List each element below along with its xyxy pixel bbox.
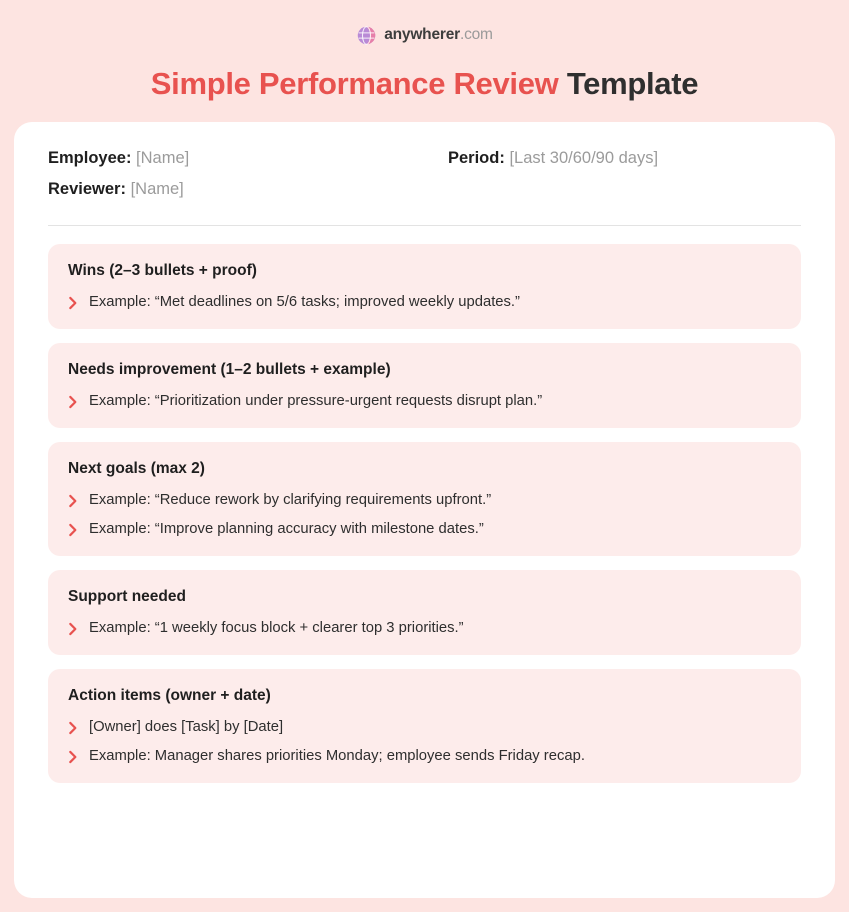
employee-value[interactable]: [Name] xyxy=(136,149,190,167)
section-card xyxy=(48,343,801,428)
reviewer-label: Reviewer xyxy=(48,180,121,199)
brand-tld-text: .com xyxy=(459,26,493,43)
brand-name xyxy=(384,26,493,44)
chevron-right-icon xyxy=(68,622,79,636)
section-title: Needs improvement (1–2 bullets + example) xyxy=(68,360,391,378)
bullet-text: [Owner] does [Task] by [Date] xyxy=(89,718,284,735)
reviewer-value[interactable]: [Name] xyxy=(130,180,184,199)
chevron-right-icon xyxy=(68,750,79,764)
page-title xyxy=(14,66,835,102)
bullet-text: Example: Manager shares priorities Monday; employee sends Friday recap. xyxy=(89,747,585,764)
bullet-item xyxy=(68,491,781,511)
section-card xyxy=(48,442,801,556)
employee-field xyxy=(48,148,448,169)
period-value[interactable]: [Last 30/60/90 days] xyxy=(509,149,659,167)
brand-header xyxy=(14,20,835,50)
brand-name-text: anywherer xyxy=(384,26,460,43)
meta-block xyxy=(48,148,801,211)
chevron-right-icon xyxy=(68,523,79,537)
meta-divider xyxy=(48,225,801,226)
bullet-item xyxy=(68,293,781,313)
page-title-accent: Simple Performance Review xyxy=(150,66,559,101)
bullet-item xyxy=(68,718,781,738)
section-card xyxy=(48,669,801,783)
employee-label: Employee xyxy=(48,149,126,167)
section-title: Action items (owner + date) xyxy=(68,686,271,704)
meta-row-2 xyxy=(48,179,801,200)
meta-row-1 xyxy=(48,148,801,169)
bullet-text: Example: “Prioritization under pressure-urgent requests disrupt plan.” xyxy=(89,392,543,409)
employee-separator: : xyxy=(125,149,137,167)
chevron-right-icon xyxy=(68,721,79,735)
bullet-text: Example: “Met deadlines on 5/6 tasks; improved weekly updates.” xyxy=(89,293,520,310)
section-card xyxy=(48,244,801,329)
period-label: Period xyxy=(448,149,500,167)
section-title: Support needed xyxy=(68,587,186,605)
period-separator: : xyxy=(499,149,510,167)
section-card xyxy=(48,570,801,655)
bullet-item xyxy=(68,392,781,412)
reviewer-field xyxy=(48,179,448,200)
template-card xyxy=(14,122,835,898)
reviewer-separator: : xyxy=(120,180,131,199)
period-field xyxy=(448,148,658,169)
bullet-item xyxy=(68,619,781,639)
chevron-right-icon xyxy=(68,395,79,409)
globe-logo-icon xyxy=(356,25,377,46)
chevron-right-icon xyxy=(68,296,79,310)
section-title: Wins (2–3 bullets + proof) xyxy=(68,261,257,279)
sections-list xyxy=(48,244,801,783)
bullet-item xyxy=(68,520,781,540)
bullet-text: Example: “1 weekly focus block + clearer top 3 priorities.” xyxy=(89,619,464,636)
page-title-rest: Template xyxy=(558,66,699,101)
section-title: Next goals (max 2) xyxy=(68,459,205,477)
bullet-text: Example: “Improve planning accuracy with milestone dates.” xyxy=(89,520,484,537)
bullet-text: Example: “Reduce rework by clarifying requirements upfront.” xyxy=(89,491,492,508)
bullet-item xyxy=(68,747,781,767)
chevron-right-icon xyxy=(68,494,79,508)
